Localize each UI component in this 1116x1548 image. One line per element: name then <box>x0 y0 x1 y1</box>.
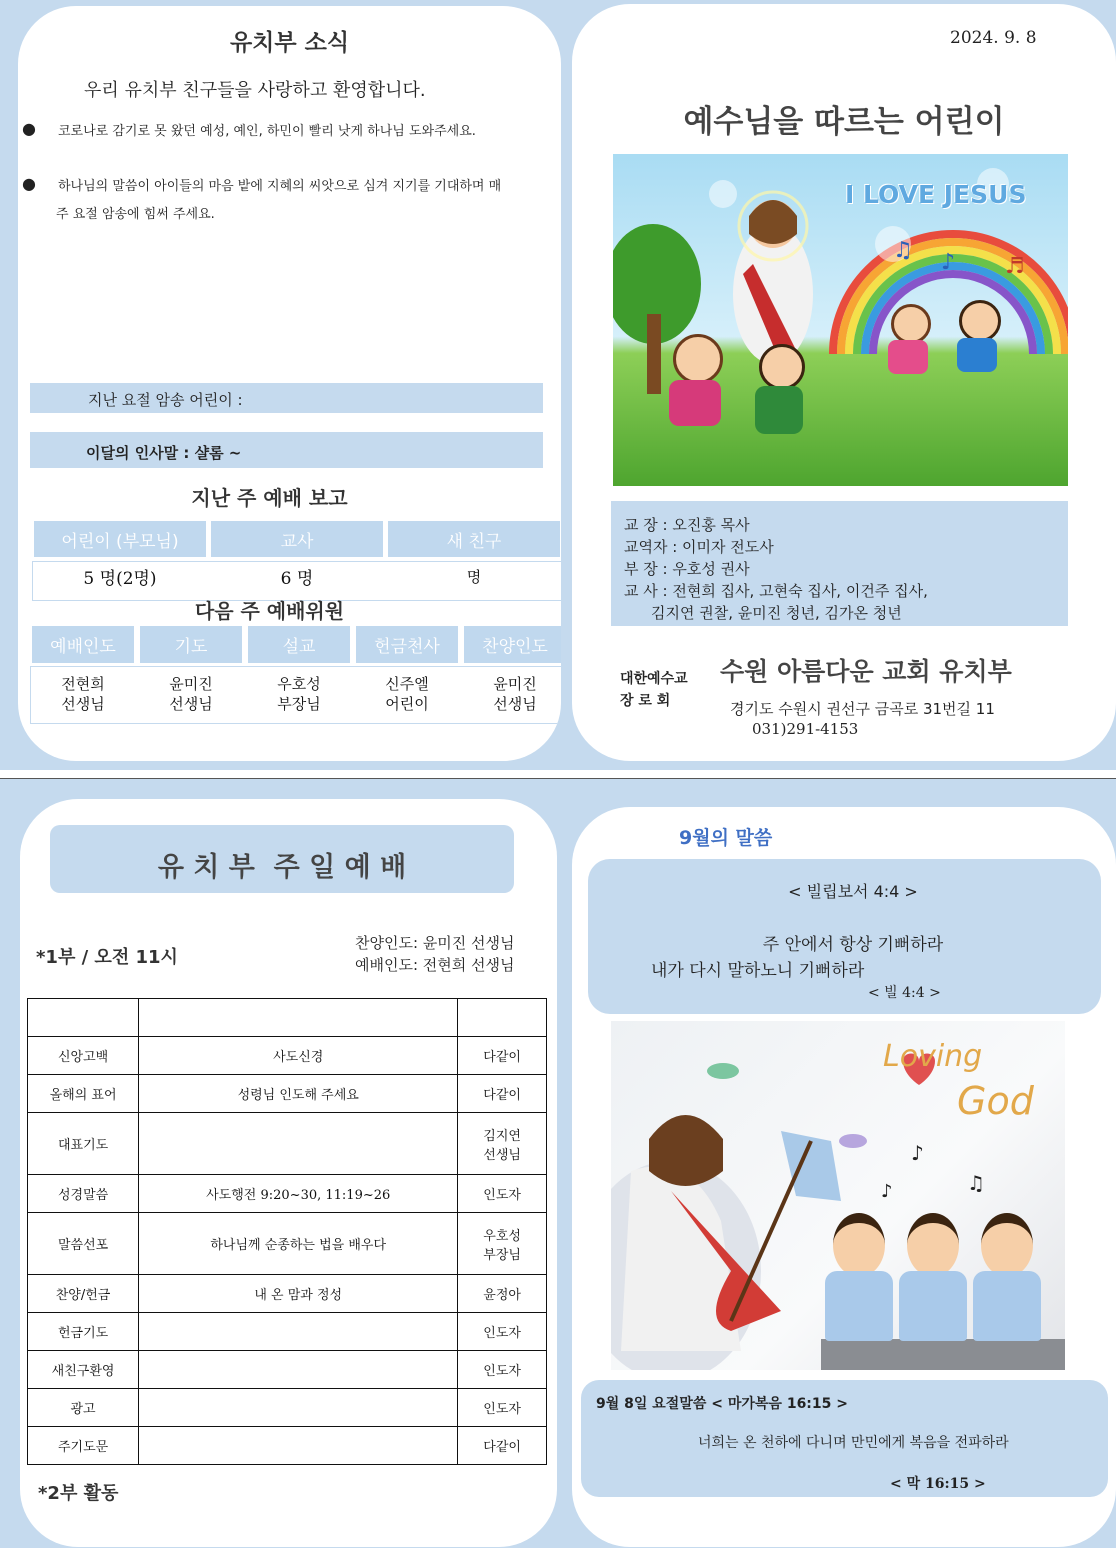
scripture-short-ref: < 빌 4:4 > <box>868 985 941 1001</box>
person-4: 윤미진 선생님 <box>493 675 537 713</box>
staff-line: 김지연 권찰, 윤미진 청년, 김가온 청년 <box>651 604 902 622</box>
report-value-children: 5 명(2명) <box>83 569 157 589</box>
music-note-icon: ♬ <box>1005 254 1025 279</box>
order-content-cell <box>139 1113 458 1175</box>
order-leader-cell <box>458 999 547 1037</box>
date-label: 2024. 9. 8 <box>950 28 1037 48</box>
bullet-text-1: 코로나로 감기로 못 왔던 예성, 예인, 하민이 빨리 낫게 하나님 도와주세요. <box>58 124 476 139</box>
memory-verse-text: 너희는 온 천하에 다니며 만민에게 복음을 전파하라 <box>698 1435 1009 1451</box>
staff-line: 교 사 : 전현희 집사, 고현숙 집사, 이건주 집사, <box>624 582 928 600</box>
music-note-icon: ♫ <box>893 238 913 263</box>
verse-kids-label: 지난 요절 암송 어린이 : <box>88 391 243 409</box>
table-row <box>28 1175 547 1213</box>
order-item-cell: 대표기도 <box>28 1113 139 1175</box>
singing-child-body <box>973 1271 1041 1341</box>
order-leader-cell: 김지연 선생님 <box>458 1113 547 1175</box>
scripture-line-1: 주 안에서 항상 기뻐하라 <box>762 935 944 955</box>
singing-child-body <box>899 1271 967 1341</box>
table-row <box>28 1313 547 1351</box>
jesus-illustration <box>613 154 1068 486</box>
singing-child <box>907 1213 959 1277</box>
bullet-dot: ● <box>22 174 36 193</box>
order-leader-cell: 인도자 <box>458 1389 547 1427</box>
music-note-icon: ♪ <box>941 250 956 275</box>
role-header-4: 찬양인도 <box>464 626 561 663</box>
order-leader-cell: 인도자 <box>458 1175 547 1213</box>
service-panel <box>20 799 557 1547</box>
month-word-title: 9월의 말씀 <box>679 827 773 849</box>
part2-label: *2부 활동 <box>38 1483 119 1504</box>
person-3: 신주엘 어린이 <box>385 675 429 713</box>
report-value-new: 명 <box>466 568 482 586</box>
order-item-cell: 주기도문 <box>28 1427 139 1465</box>
order-content-cell: 사도신경 <box>139 1037 458 1075</box>
child-figure <box>959 300 1001 342</box>
order-item-cell: 광고 <box>28 1389 139 1427</box>
role-header-1: 기도 <box>140 626 242 663</box>
denomination: 대한예수교 장 로 회 <box>620 671 688 709</box>
singing-child <box>833 1213 885 1277</box>
report-header-children: 어린이 (부모님) <box>34 521 206 557</box>
order-content-cell <box>139 1351 458 1389</box>
welcome-text: 우리 유치부 친구들을 사랑하고 환영합니다. <box>84 80 426 101</box>
order-content-cell <box>139 1389 458 1427</box>
child-figure <box>891 304 931 344</box>
news-panel <box>18 6 561 761</box>
child-body <box>957 338 997 372</box>
report-header-new: 새 친구 <box>388 521 560 557</box>
memory-verse-ref: < 막 16:15 > <box>890 1476 986 1492</box>
person-0: 전현희 선생님 <box>61 675 105 713</box>
order-item-cell: 찬양/헌금 <box>28 1275 139 1313</box>
order-item-cell: 성경말씀 <box>28 1175 139 1213</box>
memory-verse-heading: 9월 8일 요절말씀 < 마가복음 16:15 > <box>596 1396 848 1412</box>
table-row <box>28 1275 547 1313</box>
loving-text: Loving <box>883 1039 983 1074</box>
role-header-0: 예배인도 <box>32 626 134 663</box>
scripture-reference: < 빌립보서 4:4 > <box>788 882 918 901</box>
order-item-cell <box>28 999 139 1037</box>
god-text: God <box>957 1079 1034 1123</box>
table-row <box>28 1427 547 1465</box>
worship-leader: 찬양인도: 윤미진 선생님 <box>355 934 515 952</box>
child-figure <box>673 334 723 384</box>
staff-line: 교 장 : 오진홍 목사 <box>624 516 750 534</box>
session-label: *1부 / 오전 11시 <box>36 947 178 968</box>
sheet-gap <box>0 770 1116 778</box>
church-phone: 031)291-4153 <box>752 720 859 738</box>
service-title: 유 치 부 주 일 예 배 <box>157 852 407 883</box>
order-item-cell: 올해의 표어 <box>28 1075 139 1113</box>
order-item-cell: 헌금기도 <box>28 1313 139 1351</box>
table-row <box>28 1389 547 1427</box>
order-item-cell: 신앙고백 <box>28 1037 139 1075</box>
bottom-sheet <box>0 778 1116 1548</box>
order-content-cell <box>139 1427 458 1465</box>
table-row <box>28 1351 547 1389</box>
top-sheet <box>0 0 1116 771</box>
order-leader-cell: 다같이 <box>458 1427 547 1465</box>
table-row <box>28 999 547 1037</box>
order-content-cell: 내 온 맘과 정성 <box>139 1275 458 1313</box>
child-body <box>755 386 803 434</box>
order-leader-cell: 인도자 <box>458 1313 547 1351</box>
singing-child-body <box>825 1271 893 1341</box>
service-leader: 예배인도: 전현희 선생님 <box>355 956 515 974</box>
person-2: 우호성 부장님 <box>277 675 321 713</box>
order-item-cell: 새친구환영 <box>28 1351 139 1389</box>
table-row <box>28 1037 547 1075</box>
bullet-dot: ● <box>22 119 36 138</box>
bullet-text-2a: 하나님의 말씀이 아이들의 마음 밭에 지혜의 씨앗으로 심겨 지기를 기대하며 매 <box>58 179 502 194</box>
child-figure <box>759 344 805 390</box>
role-header-2: 설교 <box>248 626 350 663</box>
order-leader-cell: 인도자 <box>458 1351 547 1389</box>
table-row <box>28 1113 547 1175</box>
order-leader-cell: 우호성 부장님 <box>458 1213 547 1275</box>
table-row <box>28 1213 547 1275</box>
greeting-label: 이달의 인사말 : 샬롬 ~ <box>86 444 242 462</box>
order-item-cell: 말씀선포 <box>28 1213 139 1275</box>
child-body <box>888 340 928 374</box>
music-note-icon: ♪ <box>911 1141 924 1165</box>
role-header-3: 헌금천사 <box>356 626 458 663</box>
child-body <box>669 380 721 426</box>
love-jesus-text: I LOVE JESUS <box>845 180 1027 209</box>
bullet-text-2b: 주 요절 암송에 힘써 주세요. <box>56 207 215 222</box>
report-value-teachers: 6 명 <box>280 569 314 589</box>
service-order-table <box>27 998 547 1465</box>
music-note-icon: ♫ <box>967 1171 985 1195</box>
report-title: 지난 주 예배 보고 <box>191 486 348 510</box>
news-title: 유치부 소식 <box>229 30 350 56</box>
order-leader-cell: 다같이 <box>458 1075 547 1113</box>
singing-child <box>981 1213 1033 1277</box>
next-week-title: 다음 주 예배위원 <box>194 599 345 623</box>
order-content-cell: 사도행전 9:20~30, 11:19~26 <box>139 1175 458 1213</box>
church-address: 경기도 수원시 권선구 금곡로 31번길 11 <box>730 700 995 718</box>
loving-god-illustration <box>611 1021 1065 1370</box>
order-content-cell: 하나님께 순종하는 법을 배우다 <box>139 1213 458 1275</box>
report-header-teachers: 교사 <box>211 521 383 557</box>
word-panel <box>572 807 1116 1547</box>
staff-line: 부 장 : 우호성 권사 <box>624 560 750 578</box>
music-note-icon: ♪ <box>881 1181 893 1202</box>
cover-panel <box>572 4 1116 761</box>
order-leader-cell: 윤정아 <box>458 1275 547 1313</box>
staff-line: 교역자 : 이미자 전도사 <box>624 538 774 556</box>
order-content-cell <box>139 999 458 1037</box>
person-1: 윤미진 선생님 <box>169 675 213 713</box>
order-leader-cell: 다같이 <box>458 1037 547 1075</box>
order-content-cell <box>139 1313 458 1351</box>
staff-list <box>624 514 928 624</box>
table-row <box>28 1075 547 1113</box>
cover-title: 예수님을 따르는 어린이 <box>683 104 1005 140</box>
scripture-line-2: 내가 다시 말하노니 기뻐하라 <box>651 961 865 981</box>
church-name: 수원 아름다운 교회 유치부 <box>720 657 1012 686</box>
order-content-cell: 성령님 인도해 주세요 <box>139 1075 458 1113</box>
